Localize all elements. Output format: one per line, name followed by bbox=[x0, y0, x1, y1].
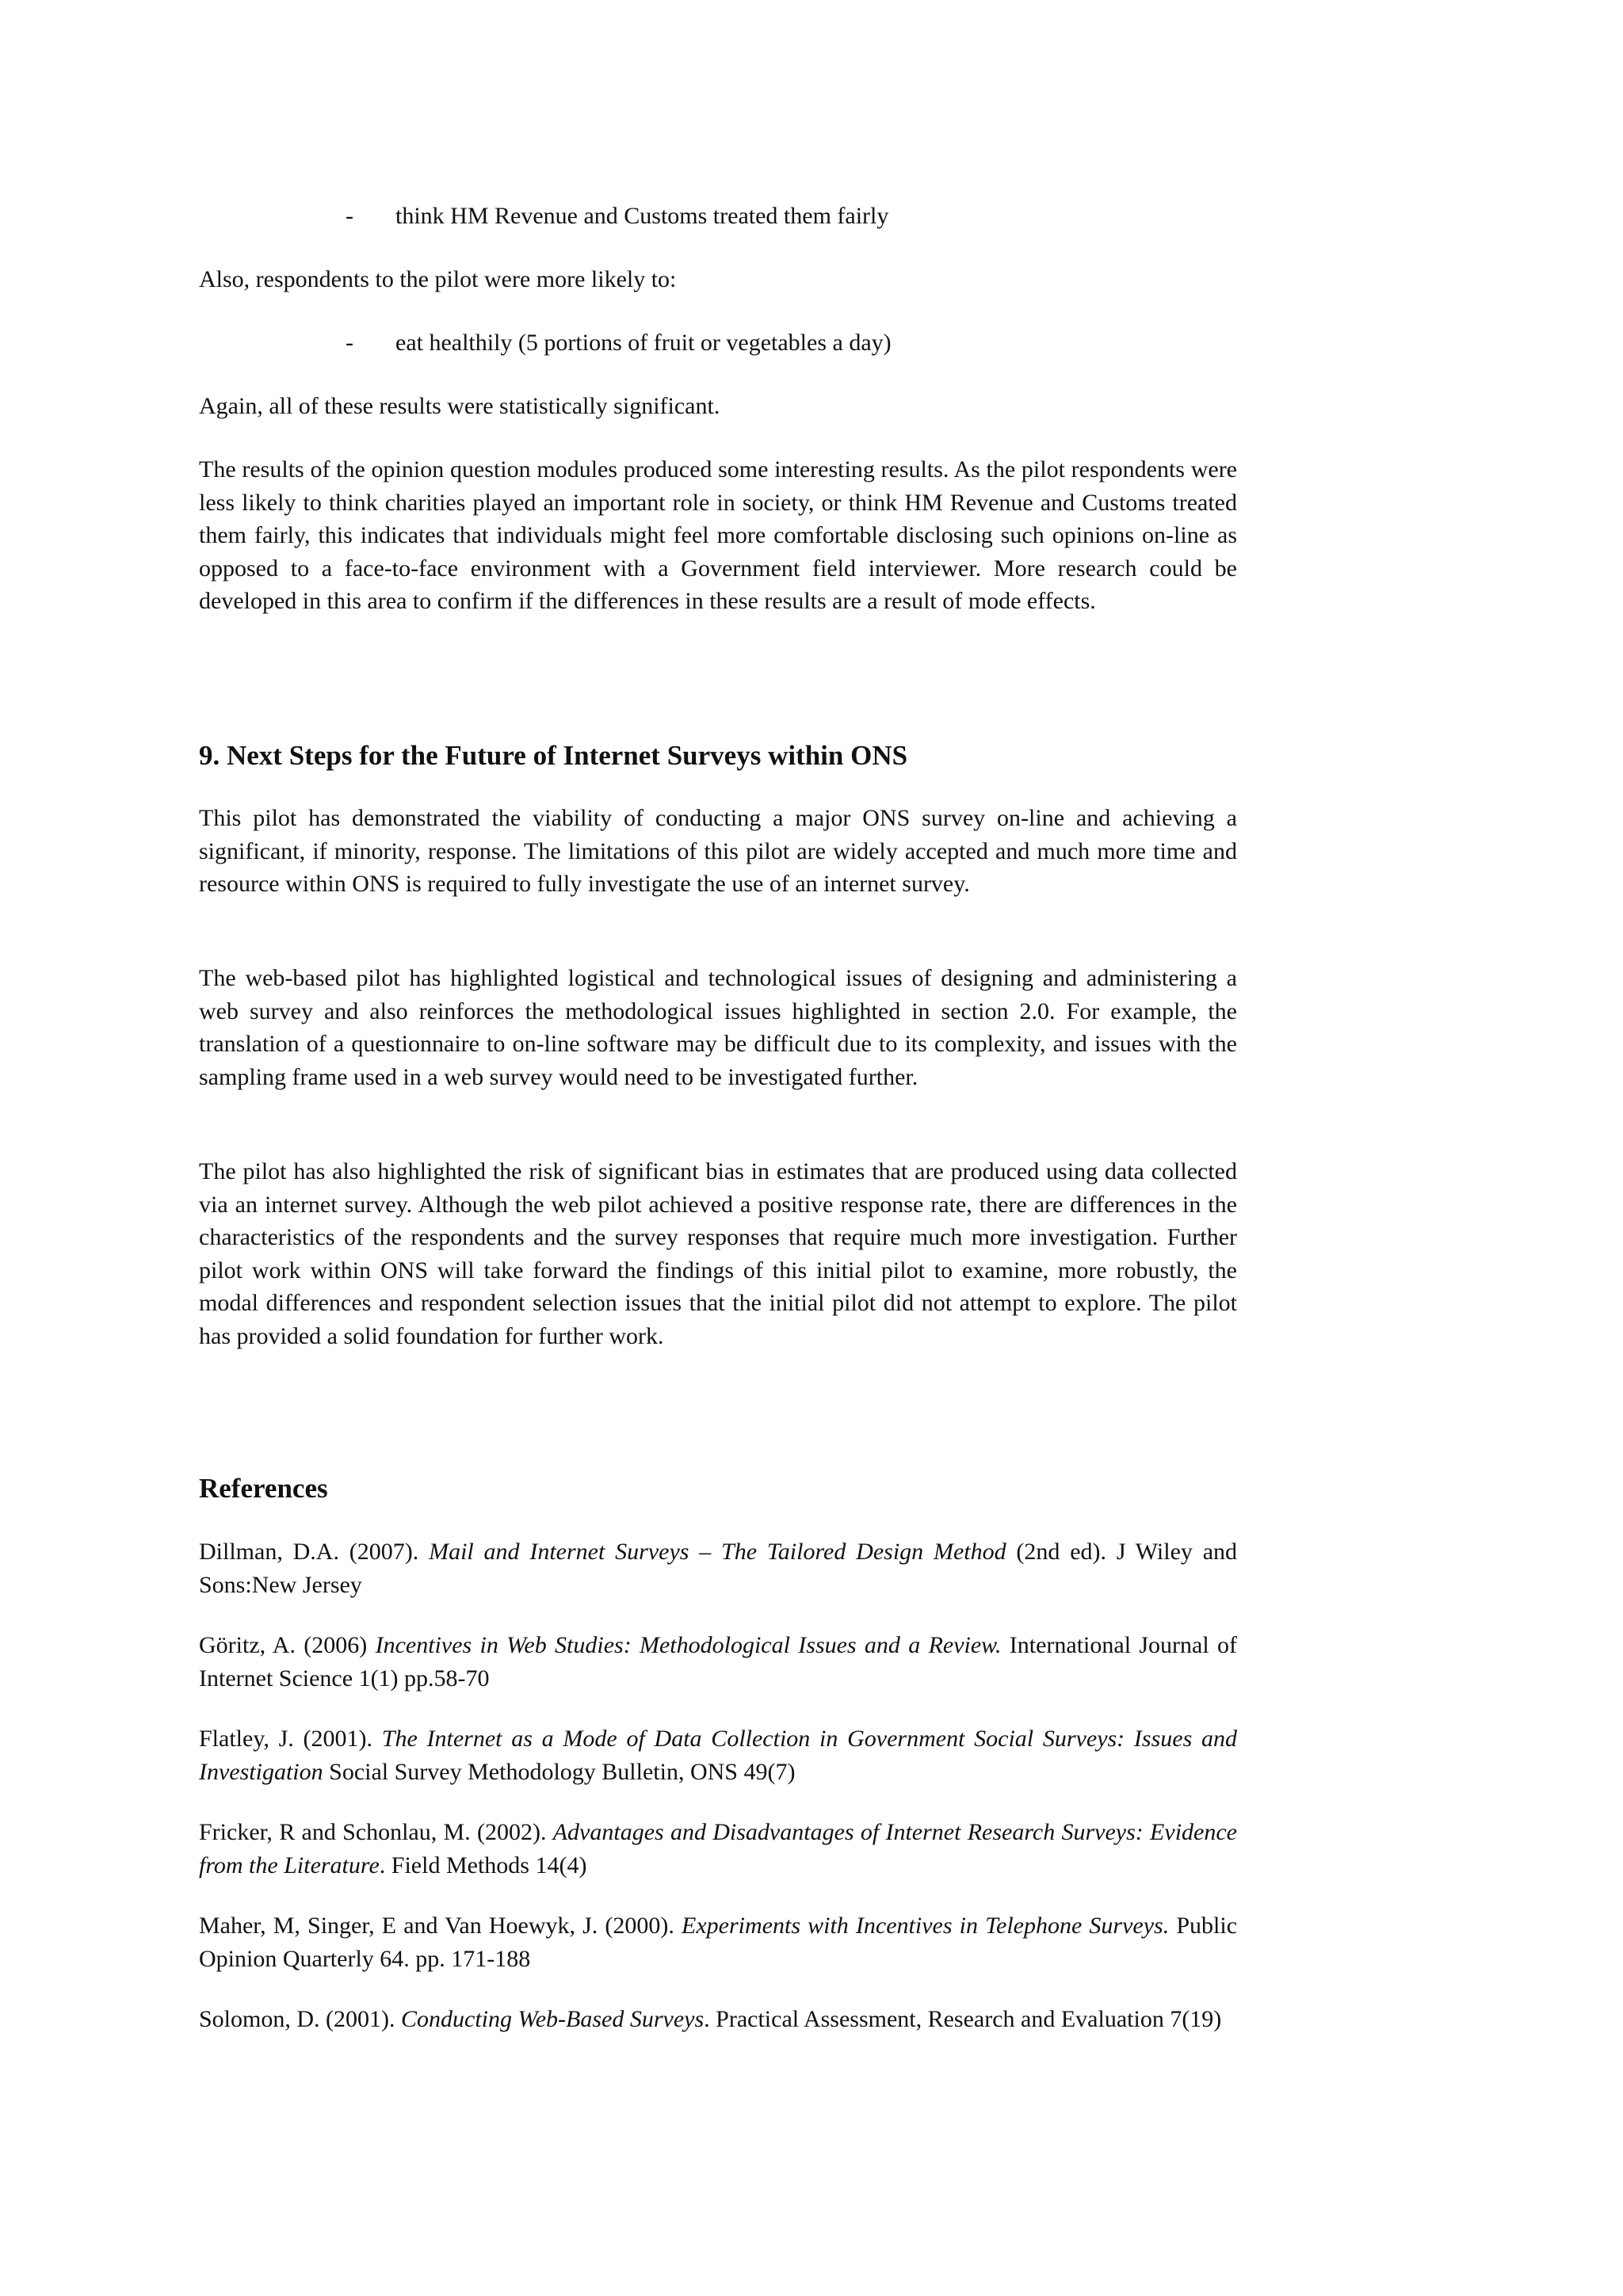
again-text: Again, all of these results were statistically significant. bbox=[199, 393, 720, 419]
section-paragraph-1: This pilot has demonstrated the viability of conducting a major ONS survey on-line and achieving a significant, if minority, response. The limitations of this pilot are widely accepted and much more time and resource within ONS is required to fully investigate the use of an internet survey. bbox=[199, 805, 1237, 897]
reference-item: Maher, M, Singer, E and Van Hoewyk, J. (2000). Experiments with Incentives in Telephone Surveys. Public Opinion Quarterly 64. pp. 171-188 bbox=[199, 1913, 1238, 1972]
reference-item: Solomon, D. (2001). Conducting Web-Based Surveys. Practical Assessment, Research and Evaluation 7(19) bbox=[199, 2006, 1222, 2032]
reference-title: Incentives in Web Studies: Methodological Issues and a Review. bbox=[375, 1632, 1002, 1658]
bullet-hmrc bbox=[199, 200, 1237, 233]
reference-item: Dillman, D.A. (2007). Mail and Internet Surveys – The Tailored Design Method (2nd ed). J Wiley and Sons:New Jersey bbox=[199, 1539, 1238, 1598]
section-paragraph-2: The web-based pilot has highlighted logistical and technological issues of designing and administering a web survey and also reinforces the methodological issues highlighted in section 2.0. For example, the translation of a questionnaire to on-line software may be difficult due to its complexity, and issues with the sampling frame used in a web survey would need to be investigated further. bbox=[199, 965, 1237, 1090]
reference-title: Conducting Web-Based Surveys bbox=[401, 2006, 705, 2032]
reference-title: Mail and Internet Surveys – The Tailored Design Method bbox=[429, 1539, 1006, 1565]
reference-item: Fricker, R and Schonlau, M. (2002). Advantages and Disadvantages of Internet Research Surveys: Evidence from the Literature. Field Methods 14(4) bbox=[199, 1819, 1237, 1878]
reference-title: The Internet as a Mode of Data Collection in Government Social Surveys: Issues and Investigation bbox=[199, 1726, 1238, 1785]
bullet-dash: - bbox=[346, 330, 353, 356]
opinion-paragraph: The results of the opinion question modules produced some interesting results. As the pilot respondents were less likely to think charities played an important role in society, or think HM Revenue and Customs treated them fairly, this indicates that individuals might feel more comfortable disclosing such opinions on-line as opposed to a face-to-face environment with a Government field interviewer. More research could be developed in this area to confirm if the differences in these results are a result of mode effects. bbox=[199, 456, 1237, 614]
section-paragraph-3: The pilot has also highlighted the risk of significant bias in estimates that are produced using data collected via an internet survey. Although the web pilot achieved a positive response rate, there are differences in the characteristics of the respondents and the survey responses that require much more investigation. Further pilot work within ONS will take forward the findings of this initial pilot to examine, more robustly, the modal differences and respondent selection issues that the initial pilot did not attempt to explore. The pilot has provided a solid foundation for further work. bbox=[199, 1158, 1237, 1349]
also-text: Also, respondents to the pilot were more likely to: bbox=[199, 266, 677, 292]
references-heading: References bbox=[199, 1473, 328, 1504]
bullet-dash: - bbox=[346, 203, 353, 229]
reference-title: Experiments with Incentives in Telephone Surveys. bbox=[682, 1913, 1170, 1939]
reference-item: Göritz, A. (2006) Incentives in Web Studies: Methodological Issues and a Review. International Journal of Internet Science 1(1) pp.58-70 bbox=[199, 1632, 1237, 1691]
section-heading: 9. Next Steps for the Future of Internet Surveys within ONS bbox=[199, 740, 908, 771]
bullet-text: eat healthily (5 portions of fruit or vegetables a day) bbox=[395, 330, 892, 356]
reference-item: Flatley, J. (2001). The Internet as a Mode of Data Collection in Government Social Surveys: Issues and Investigation Social Survey Methodology Bulletin, ONS 49(7) bbox=[199, 1726, 1238, 1785]
bullet-eat-healthily bbox=[199, 326, 1237, 360]
bullet-text: think HM Revenue and Customs treated them fairly bbox=[395, 203, 889, 229]
reference-title: Advantages and Disadvantages of Internet Research Surveys: Evidence from the Literature bbox=[199, 1819, 1237, 1878]
